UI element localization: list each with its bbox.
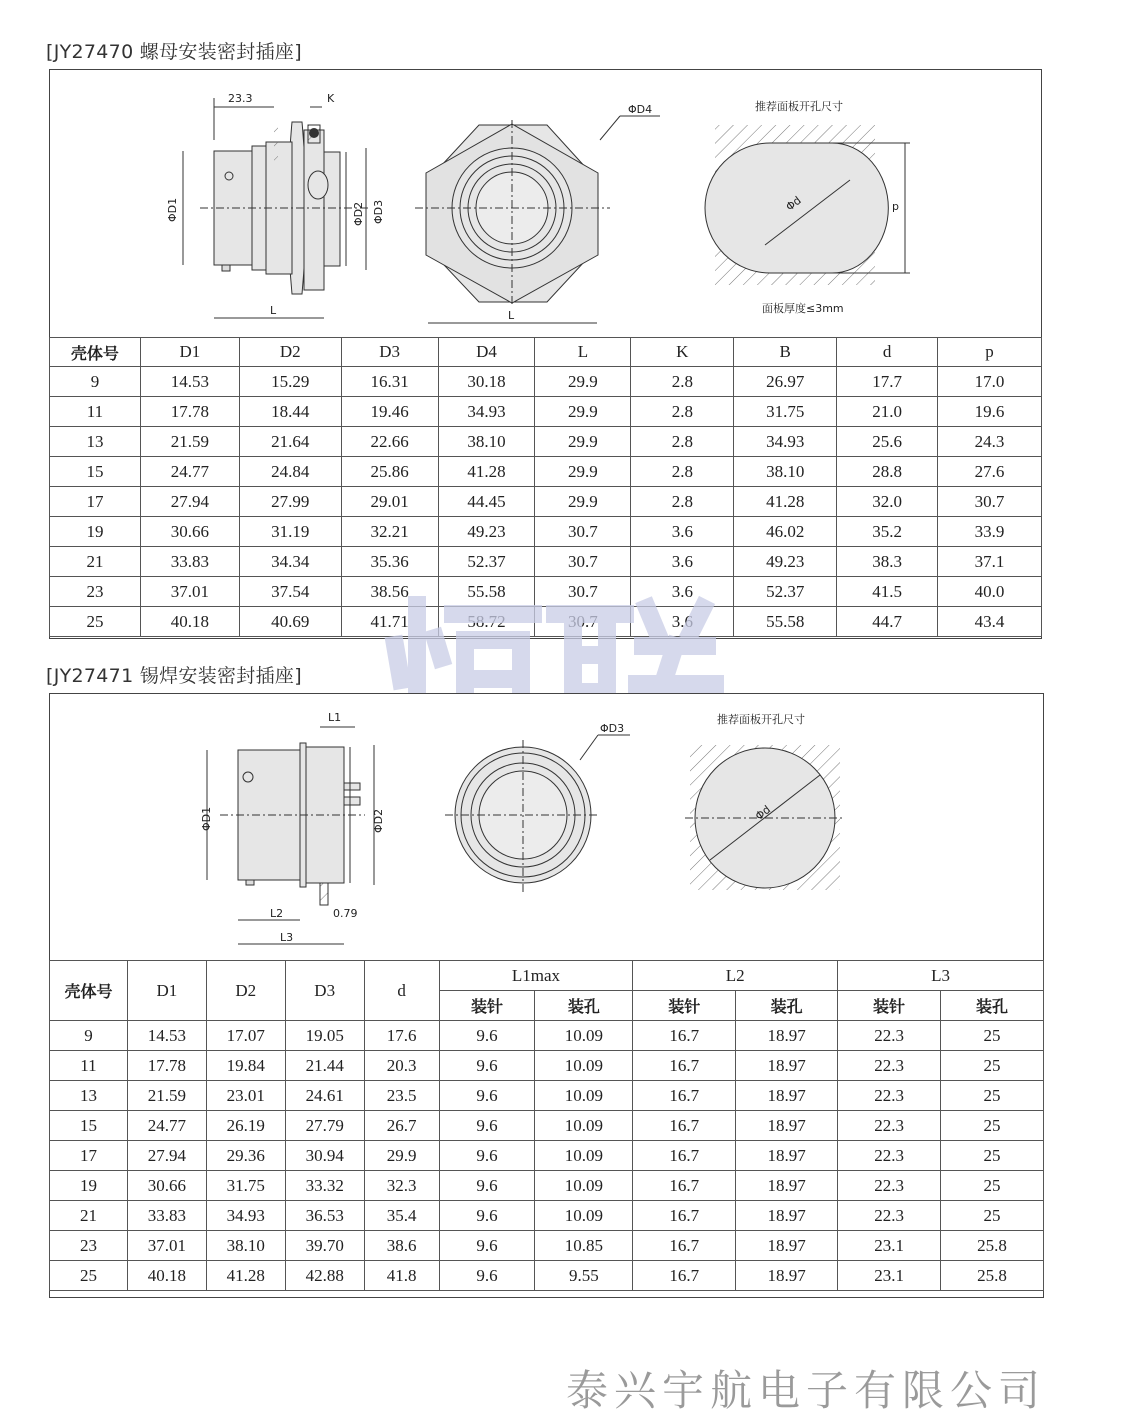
table-cell: 13 bbox=[50, 1081, 128, 1111]
dim-l-front: L bbox=[508, 309, 515, 322]
table-cell: 18.97 bbox=[736, 1201, 838, 1231]
section1-title: [JY27470 螺母安装密封插座] bbox=[46, 41, 302, 63]
table-cell: 25 bbox=[941, 1201, 1044, 1231]
cutout-phi-d: Φd bbox=[783, 193, 804, 214]
table-cell: 26.7 bbox=[364, 1111, 439, 1141]
column-header: L3 bbox=[838, 961, 1044, 991]
table-cell: 16.7 bbox=[633, 1201, 736, 1231]
table-cell: 30.94 bbox=[285, 1141, 364, 1171]
column-header: L bbox=[535, 338, 631, 367]
table-cell: 33.9 bbox=[938, 517, 1042, 547]
table-cell: 34.93 bbox=[438, 397, 535, 427]
column-header: D1 bbox=[140, 338, 239, 367]
table-cell: 25 bbox=[50, 1261, 128, 1291]
table-cell: 30.7 bbox=[938, 487, 1042, 517]
table-cell: 10.09 bbox=[535, 1111, 633, 1141]
table-cell: 26.19 bbox=[206, 1111, 285, 1141]
table-cell: 58.72 bbox=[438, 607, 535, 637]
table-cell: 9.6 bbox=[439, 1231, 535, 1261]
table-row bbox=[50, 1261, 1044, 1291]
table-row bbox=[50, 397, 1042, 427]
table-cell: 41.28 bbox=[734, 487, 837, 517]
table-cell: 31.19 bbox=[239, 517, 341, 547]
column-header: D2 bbox=[239, 338, 341, 367]
table-cell: 10.09 bbox=[535, 1051, 633, 1081]
table-cell: 27.94 bbox=[127, 1141, 206, 1171]
table-cell: 2.8 bbox=[631, 487, 734, 517]
table-cell: 44.7 bbox=[837, 607, 938, 637]
table-cell: 17.07 bbox=[206, 1021, 285, 1051]
table-cell: 17.0 bbox=[938, 367, 1042, 397]
table-cell: 3.6 bbox=[631, 577, 734, 607]
dim-d2: ΦD2 bbox=[372, 808, 385, 833]
table-cell: 37.54 bbox=[239, 577, 341, 607]
table-cell: 27.94 bbox=[140, 487, 239, 517]
table-cell: 46.02 bbox=[734, 517, 837, 547]
table-cell: 34.34 bbox=[239, 547, 341, 577]
dim-d1: ΦD1 bbox=[200, 806, 213, 831]
table-row bbox=[50, 1051, 1044, 1081]
column-header: p bbox=[938, 338, 1042, 367]
table-cell: 30.7 bbox=[535, 607, 631, 637]
table-cell: 23.5 bbox=[364, 1081, 439, 1111]
dim-0-79: 0.79 bbox=[333, 907, 358, 920]
table-cell: 22.3 bbox=[838, 1111, 941, 1141]
table-cell: 52.37 bbox=[734, 577, 837, 607]
table-cell: 29.9 bbox=[535, 427, 631, 457]
table-cell: 40.69 bbox=[239, 607, 341, 637]
column-header: L1max bbox=[439, 961, 633, 991]
table-cell: 36.53 bbox=[285, 1201, 364, 1231]
table-cell: 41.8 bbox=[364, 1261, 439, 1291]
table-cell: 25.6 bbox=[837, 427, 938, 457]
table-cell: 18.97 bbox=[736, 1261, 838, 1291]
dim-d4: ΦD4 bbox=[628, 103, 653, 116]
table-cell: 25.8 bbox=[941, 1261, 1044, 1291]
table-cell: 10.85 bbox=[535, 1231, 633, 1261]
table-cell: 35.2 bbox=[837, 517, 938, 547]
column-subheader: 装孔 bbox=[736, 991, 838, 1021]
table-cell: 55.58 bbox=[734, 607, 837, 637]
table-cell: 32.21 bbox=[341, 517, 438, 547]
table-cell: 25 bbox=[941, 1051, 1044, 1081]
table-cell: 40.18 bbox=[127, 1261, 206, 1291]
table-cell: 21.59 bbox=[127, 1081, 206, 1111]
column-header: D3 bbox=[341, 338, 438, 367]
table-cell: 27.79 bbox=[285, 1111, 364, 1141]
table-cell: 24.3 bbox=[938, 427, 1042, 457]
table-cell: 41.5 bbox=[837, 577, 938, 607]
table-cell: 14.53 bbox=[127, 1021, 206, 1051]
table-cell: 16.7 bbox=[633, 1141, 736, 1171]
table-row bbox=[50, 547, 1042, 577]
panel-note: 面板厚度≤3mm bbox=[762, 302, 844, 315]
table-cell: 21.0 bbox=[837, 397, 938, 427]
table-cell: 15 bbox=[50, 1111, 128, 1141]
table-row bbox=[50, 1231, 1044, 1261]
table-cell: 9.6 bbox=[439, 1021, 535, 1051]
table-cell: 9.6 bbox=[439, 1201, 535, 1231]
table-cell: 24.84 bbox=[239, 457, 341, 487]
column-subheader: 装针 bbox=[633, 991, 736, 1021]
table-cell: 2.8 bbox=[631, 457, 734, 487]
table-cell: 15 bbox=[50, 457, 141, 487]
table-cell: 41.28 bbox=[206, 1261, 285, 1291]
table-cell: 31.75 bbox=[734, 397, 837, 427]
dim-l1: L1 bbox=[328, 711, 342, 724]
table-cell: 37.1 bbox=[938, 547, 1042, 577]
cutout-title: 推荐面板开孔尺寸 bbox=[755, 100, 843, 113]
dim-k: K bbox=[327, 92, 335, 105]
table-row bbox=[50, 457, 1042, 487]
table-cell: 16.7 bbox=[633, 1231, 736, 1261]
table-cell: 25 bbox=[941, 1081, 1044, 1111]
table-cell: 22.3 bbox=[838, 1081, 941, 1111]
table-cell: 21 bbox=[50, 1201, 128, 1231]
table-cell: 30.66 bbox=[140, 517, 239, 547]
dim-l3: L3 bbox=[280, 931, 294, 944]
dim-l2: L2 bbox=[270, 907, 284, 920]
table-cell: 23 bbox=[50, 1231, 128, 1261]
column-header: B bbox=[734, 338, 837, 367]
table-cell: 15.29 bbox=[239, 367, 341, 397]
table-cell: 33.32 bbox=[285, 1171, 364, 1201]
table-cell: 23.1 bbox=[838, 1231, 941, 1261]
table-cell: 28.8 bbox=[837, 457, 938, 487]
table-cell: 29.9 bbox=[535, 457, 631, 487]
table-cell: 18.97 bbox=[736, 1141, 838, 1171]
cutout-p: p bbox=[892, 200, 899, 213]
column-subheader: 装针 bbox=[439, 991, 535, 1021]
dim-23-3: 23.3 bbox=[228, 92, 253, 105]
table-cell: 19.46 bbox=[341, 397, 438, 427]
table-cell: 38.56 bbox=[341, 577, 438, 607]
dim-d2: ΦD2 bbox=[352, 201, 365, 226]
table-cell: 30.7 bbox=[535, 577, 631, 607]
section1-table bbox=[49, 337, 1042, 637]
table-cell: 14.53 bbox=[140, 367, 239, 397]
table-cell: 29.36 bbox=[206, 1141, 285, 1171]
table-cell: 41.71 bbox=[341, 607, 438, 637]
table-cell: 30.66 bbox=[127, 1171, 206, 1201]
table-cell: 16.7 bbox=[633, 1171, 736, 1201]
column-header: K bbox=[631, 338, 734, 367]
table-cell: 52.37 bbox=[438, 547, 535, 577]
column-header: 壳体号 bbox=[50, 338, 141, 367]
table-cell: 19.6 bbox=[938, 397, 1042, 427]
column-header: D1 bbox=[127, 961, 206, 1021]
table-cell: 17.78 bbox=[140, 397, 239, 427]
table-cell: 22.66 bbox=[341, 427, 438, 457]
table-cell: 25.8 bbox=[941, 1231, 1044, 1261]
table-cell: 19 bbox=[50, 1171, 128, 1201]
table-cell: 9.6 bbox=[439, 1051, 535, 1081]
table-cell: 49.23 bbox=[734, 547, 837, 577]
table-cell: 17 bbox=[50, 1141, 128, 1171]
table-cell: 16.7 bbox=[633, 1261, 736, 1291]
table-row bbox=[50, 1141, 1044, 1171]
table-cell: 37.01 bbox=[127, 1231, 206, 1261]
table-row bbox=[50, 1081, 1044, 1111]
table-cell: 23.01 bbox=[206, 1081, 285, 1111]
table-row bbox=[50, 1111, 1044, 1141]
cutout-title: 推荐面板开孔尺寸 bbox=[717, 713, 805, 726]
table-cell: 19.84 bbox=[206, 1051, 285, 1081]
table-cell: 38.6 bbox=[364, 1231, 439, 1261]
table-cell: 39.70 bbox=[285, 1231, 364, 1261]
table-row bbox=[50, 1021, 1044, 1051]
column-header: 壳体号 bbox=[50, 961, 128, 1021]
dim-d1: ΦD1 bbox=[166, 197, 179, 222]
table-cell: 24.77 bbox=[127, 1111, 206, 1141]
table-cell: 22.3 bbox=[838, 1051, 941, 1081]
table-cell: 22.3 bbox=[838, 1021, 941, 1051]
table-cell: 49.23 bbox=[438, 517, 535, 547]
dim-d3: ΦD3 bbox=[600, 722, 625, 735]
table-cell: 33.83 bbox=[140, 547, 239, 577]
table-row bbox=[50, 487, 1042, 517]
table-cell: 16.7 bbox=[633, 1081, 736, 1111]
table-cell: 38.10 bbox=[438, 427, 535, 457]
table-cell: 21 bbox=[50, 547, 141, 577]
table-cell: 16.7 bbox=[633, 1021, 736, 1051]
dim-d3: ΦD3 bbox=[372, 199, 385, 224]
table-cell: 10.09 bbox=[535, 1171, 633, 1201]
table-cell: 30.7 bbox=[535, 547, 631, 577]
table-cell: 35.36 bbox=[341, 547, 438, 577]
column-header: L2 bbox=[633, 961, 838, 991]
table-cell: 18.97 bbox=[736, 1111, 838, 1141]
table-cell: 10.09 bbox=[535, 1081, 633, 1111]
table-cell: 17.78 bbox=[127, 1051, 206, 1081]
header-row bbox=[50, 961, 1044, 991]
table-cell: 26.97 bbox=[734, 367, 837, 397]
table-cell: 16.31 bbox=[341, 367, 438, 397]
table-cell: 35.4 bbox=[364, 1201, 439, 1231]
column-subheader: 装孔 bbox=[941, 991, 1044, 1021]
table-cell: 33.83 bbox=[127, 1201, 206, 1231]
table-cell: 18.97 bbox=[736, 1021, 838, 1051]
section1-drawing bbox=[166, 80, 899, 336]
table-cell: 9.6 bbox=[439, 1081, 535, 1111]
table-cell: 16.7 bbox=[633, 1111, 736, 1141]
table-cell: 25.86 bbox=[341, 457, 438, 487]
table-cell: 29.9 bbox=[535, 487, 631, 517]
table-cell: 9.6 bbox=[439, 1111, 535, 1141]
table-cell: 34.93 bbox=[206, 1201, 285, 1231]
table-cell: 32.0 bbox=[837, 487, 938, 517]
table-cell: 9.6 bbox=[439, 1141, 535, 1171]
table-cell: 16.7 bbox=[633, 1051, 736, 1081]
column-header: D2 bbox=[206, 961, 285, 1021]
section2-title: [JY27471 锡焊安装密封插座] bbox=[46, 665, 302, 687]
table-cell: 17.6 bbox=[364, 1021, 439, 1051]
table-cell: 55.58 bbox=[438, 577, 535, 607]
table-cell: 24.77 bbox=[140, 457, 239, 487]
table-cell: 29.01 bbox=[341, 487, 438, 517]
table-cell: 38.10 bbox=[206, 1231, 285, 1261]
table-cell: 20.3 bbox=[364, 1051, 439, 1081]
table-cell: 30.7 bbox=[535, 517, 631, 547]
table-cell: 18.44 bbox=[239, 397, 341, 427]
table-cell: 27.99 bbox=[239, 487, 341, 517]
table-row bbox=[50, 1201, 1044, 1231]
table-cell: 37.01 bbox=[140, 577, 239, 607]
table-cell: 40.18 bbox=[140, 607, 239, 637]
table-cell: 22.3 bbox=[838, 1141, 941, 1171]
table-row bbox=[50, 427, 1042, 457]
table-cell: 32.3 bbox=[364, 1171, 439, 1201]
table-cell: 9 bbox=[50, 367, 141, 397]
table-cell: 10.09 bbox=[535, 1201, 633, 1231]
table-cell: 18.97 bbox=[736, 1081, 838, 1111]
table-cell: 21.59 bbox=[140, 427, 239, 457]
table-cell: 10.09 bbox=[535, 1141, 633, 1171]
table-row bbox=[50, 1171, 1044, 1201]
table-cell: 11 bbox=[50, 1051, 128, 1081]
table-cell: 3.6 bbox=[631, 517, 734, 547]
table-cell: 29.9 bbox=[535, 397, 631, 427]
table-cell: 18.97 bbox=[736, 1051, 838, 1081]
section2-table bbox=[49, 960, 1044, 1291]
table-cell: 38.10 bbox=[734, 457, 837, 487]
table-cell: 2.8 bbox=[631, 397, 734, 427]
column-header: d bbox=[364, 961, 439, 1021]
table-cell: 2.8 bbox=[631, 427, 734, 457]
table-cell: 41.28 bbox=[438, 457, 535, 487]
table-cell: 9.55 bbox=[535, 1261, 633, 1291]
table-cell: 23.1 bbox=[838, 1261, 941, 1291]
table-cell: 43.4 bbox=[938, 607, 1042, 637]
table-cell: 25 bbox=[941, 1021, 1044, 1051]
table-cell: 19 bbox=[50, 517, 141, 547]
table-cell: 2.8 bbox=[631, 367, 734, 397]
table-cell: 40.0 bbox=[938, 577, 1042, 607]
company-footer: 泰兴宇航电子有限公司 bbox=[566, 1366, 1047, 1415]
table-cell: 22.3 bbox=[838, 1201, 941, 1231]
dim-l: L bbox=[270, 304, 277, 317]
table-row bbox=[50, 577, 1042, 607]
table-cell: 30.18 bbox=[438, 367, 535, 397]
table-cell: 21.44 bbox=[285, 1051, 364, 1081]
table-cell: 10.09 bbox=[535, 1021, 633, 1051]
table-cell: 3.6 bbox=[631, 547, 734, 577]
table-cell: 21.64 bbox=[239, 427, 341, 457]
column-subheader: 装针 bbox=[838, 991, 941, 1021]
column-header: D4 bbox=[438, 338, 535, 367]
column-header: d bbox=[837, 338, 938, 367]
table-cell: 23 bbox=[50, 577, 141, 607]
table-cell: 3.6 bbox=[631, 607, 734, 637]
table-cell: 25 bbox=[941, 1171, 1044, 1201]
table-cell: 34.93 bbox=[734, 427, 837, 457]
table-cell: 29.9 bbox=[364, 1141, 439, 1171]
table-cell: 9 bbox=[50, 1021, 128, 1051]
table-row bbox=[50, 367, 1042, 397]
table-cell: 44.45 bbox=[438, 487, 535, 517]
table-cell: 27.6 bbox=[938, 457, 1042, 487]
table-cell: 24.61 bbox=[285, 1081, 364, 1111]
table-cell: 18.97 bbox=[736, 1231, 838, 1261]
table-cell: 25 bbox=[941, 1141, 1044, 1171]
table-cell: 22.3 bbox=[838, 1171, 941, 1201]
column-header: D3 bbox=[285, 961, 364, 1021]
table-cell: 42.88 bbox=[285, 1261, 364, 1291]
column-subheader: 装孔 bbox=[535, 991, 633, 1021]
table-row bbox=[50, 517, 1042, 547]
table-cell: 17 bbox=[50, 487, 141, 517]
table-cell: 9.6 bbox=[439, 1261, 535, 1291]
table-cell: 17.7 bbox=[837, 367, 938, 397]
table-cell: 9.6 bbox=[439, 1171, 535, 1201]
table-cell: 31.75 bbox=[206, 1171, 285, 1201]
table-cell: 18.97 bbox=[736, 1171, 838, 1201]
table-cell: 25 bbox=[50, 607, 141, 637]
table-cell: 25 bbox=[941, 1111, 1044, 1141]
table-cell: 13 bbox=[50, 427, 141, 457]
table-cell: 11 bbox=[50, 397, 141, 427]
table-row bbox=[50, 607, 1042, 637]
table-cell: 19.05 bbox=[285, 1021, 364, 1051]
table-cell: 38.3 bbox=[837, 547, 938, 577]
section2-drawing bbox=[190, 705, 850, 950]
cutout-phi-d: Φd bbox=[752, 802, 774, 823]
table-cell: 29.9 bbox=[535, 367, 631, 397]
